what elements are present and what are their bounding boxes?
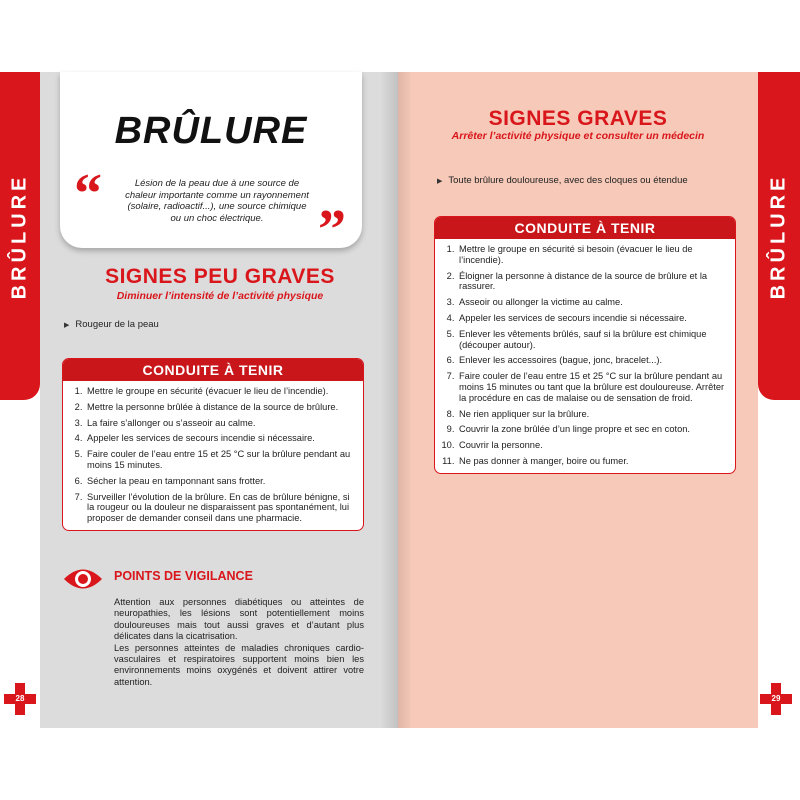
section-subtitle-minor: Diminuer l’intensité de l’activité physique [116, 290, 324, 302]
procedure-heading: CONDUITE À TENIR [435, 217, 735, 239]
procedure-steps [435, 239, 735, 473]
procedure-step: 6. Sécher la peau en tamponnant sans frotter. [85, 476, 355, 487]
side-tab-right [758, 72, 800, 400]
symptom-text: Toute brûlure douloureuse, avec des cloques ou étendue [448, 175, 688, 186]
procedure-step: 1. Mettre le groupe en sécurité si besoin (évacuer le lieu de l’incendie). [457, 244, 727, 266]
section-title-minor: SIGNES PEU GRAVES [105, 265, 335, 288]
side-tab-label: BRÛLURE [8, 173, 31, 299]
vigilance-title: POINTS DE VIGILANCE [114, 569, 253, 583]
quote-open-icon: “ [74, 163, 102, 225]
vigilance-paragraph: Attention aux personnes diabétiques ou atteintes de neuropathies, les lésions sont potentiellement moins douloureuses mais tout aussi graves et d’autant plus délicates dans la cicatrisation. [114, 597, 364, 642]
procedure-step: 1. Mettre le groupe en sécurité (évacuer le lieu de l’incendie). [85, 386, 355, 397]
section-title-severe: SIGNES GRAVES [488, 107, 668, 130]
procedure-step: 5. Enlever les vêtements brûlés, sauf si la brûlure est chimique (découper autour). [457, 329, 727, 351]
procedure-step: 4. Appeler les services de secours incendie si nécessaire. [85, 433, 355, 444]
side-tab-left [0, 72, 40, 400]
vigilance-text [114, 597, 364, 688]
procedure-step: 3. Asseoir ou allonger la victime au calme. [457, 297, 727, 308]
procedure-step: 11. Ne pas donner à manger, boire ou fumer. [457, 456, 727, 467]
vigilance-paragraph: Les personnes atteintes de maladies chroniques cardio-vasculaires et respiratoires supportent moins bien les environnements moins oxygénés et doivent attirer votre attention. [114, 642, 364, 687]
procedure-step: 2. Éloigner la personne à distance de la source de brûlure et la rassurer. [457, 271, 727, 293]
page-number-right [760, 683, 792, 715]
procedure-step: 10. Couvrir la personne. [457, 440, 727, 451]
procedure-box-minor [62, 358, 364, 531]
quote-close-icon: ” [318, 199, 346, 261]
procedure-step: 7. Faire couler de l’eau entre 15 et 25 °C sur la brûlure pendant au moins 15 minutes ou tant que la brûlure est douloureuse. Arrêter la procédure en cas de malaise ou de sensation de froid. [457, 371, 727, 403]
procedure-steps [63, 381, 363, 530]
bullet-triangle-icon: ▶ [437, 178, 443, 185]
bullet-triangle-icon: ▶ [64, 322, 70, 329]
symptom-text: Rougeur de la peau [75, 319, 159, 330]
definition-quote: Lésion de la peau due à une source de chaleur importante comme un rayonnement (solaire, radioactif...), une source chimique ou un choc électrique. [125, 178, 309, 224]
spine-shadow-right [398, 72, 412, 728]
symptom-bullet [64, 319, 159, 330]
page-number-left [4, 683, 36, 715]
spine-shadow-left [380, 72, 398, 728]
procedure-step: 5. Faire couler de l’eau entre 15 et 25 °C sur la brûlure pendant au moins 15 minutes. [85, 449, 355, 471]
title-card [60, 72, 362, 261]
symptom-bullet [437, 175, 688, 186]
procedure-step: 2. Mettre la personne brûlée à distance de la source de brûlure. [85, 402, 355, 413]
procedure-heading: CONDUITE À TENIR [63, 359, 363, 381]
procedure-step: 8. Ne rien appliquer sur la brûlure. [457, 409, 727, 420]
procedure-step: 3. La faire s’allonger ou s’asseoir au calme. [85, 418, 355, 429]
page-number: 28 [15, 694, 25, 703]
page-number: 29 [771, 694, 781, 703]
procedure-step: 6. Enlever les accessoires (bague, jonc, bracelet...). [457, 355, 727, 366]
side-tab-label: BRÛLURE [767, 173, 790, 299]
procedure-step: 7. Surveiller l’évolution de la brûlure. En cas de brûlure bénigne, si la rougeur ou la douleur ne disparaissent pas spontanément, lui proposer de demander conseil dans une pharmacie. [85, 492, 355, 524]
procedure-box-severe [434, 216, 736, 474]
section-subtitle-severe: Arrêter l’activité physique et consulter un médecin [451, 130, 705, 142]
eye-icon [62, 566, 104, 597]
procedure-step: 9. Couvrir la zone brûlée d’un linge propre et sec en coton. [457, 424, 727, 435]
page-title: BRÛLURE [114, 110, 308, 152]
procedure-step: 4. Appeler les services de secours incendie si nécessaire. [457, 313, 727, 324]
